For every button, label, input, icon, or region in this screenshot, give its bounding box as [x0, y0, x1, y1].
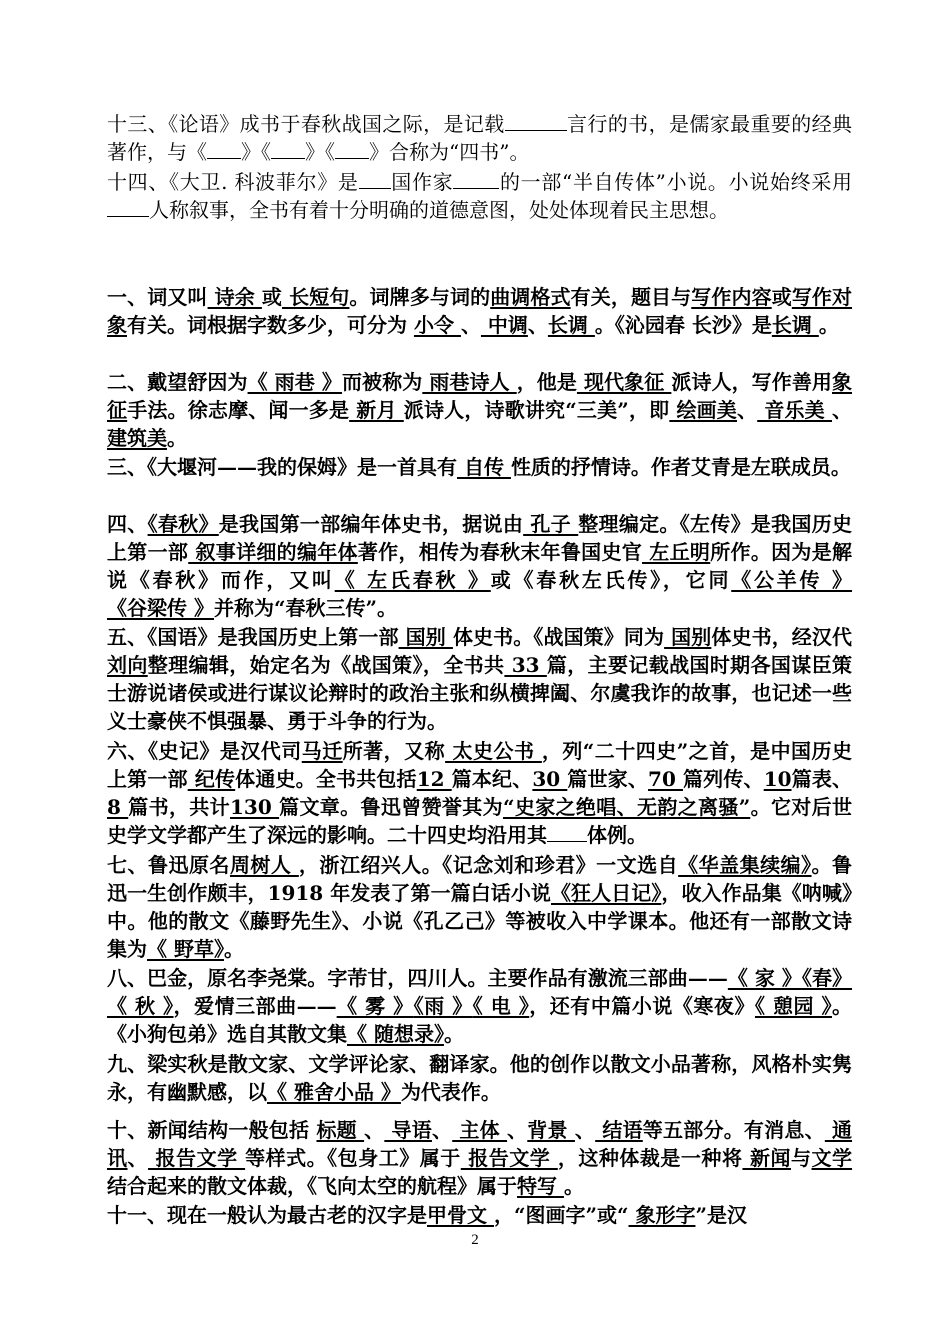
answer-underline: 《 雅舍小品 》 [267, 1080, 401, 1104]
answer-underline: 70 [648, 767, 683, 791]
fill-blank[interactable] [335, 140, 369, 159]
answer-underline: 《 家 》 [727, 966, 802, 990]
answer-underline: 《 雾 》 [336, 994, 414, 1018]
answer-underline: 8 [107, 795, 129, 819]
answer-9: 九、梁实秋是散文家、文学评论家、翻译家。他的创作以散文小品著称，风格朴实隽永，有幽默感，以《 雅舍小品 》为代表作。 [107, 1052, 852, 1104]
answer-underline: 《春》 [801, 966, 853, 990]
answer-underline: 新闻 [742, 1146, 791, 1170]
answer-underline: 诗余 [207, 285, 262, 309]
answer-underline: 周树人 [229, 853, 299, 877]
answer-10: 十、新闻结构一般包括 标题 、 导语、 主体 、背景 、 结语等五部分。有消息、 通讯、 报告文学 等样式。《包身工》属于 报告文学 ，这种体裁是一种将 新闻与文学 结合起来的散文体裁，《飞向太空的航程》属于特写 。 [107, 1118, 853, 1198]
answer-1: 一、词又叫 诗余 或 长短句。词牌多与词的曲调格式有关，题目与写作内容或写作对象有关。词根据字数多少，可分为 小令 、 中调、长调 。《沁园春 长沙》是长调 。 [107, 285, 853, 337]
fill-blank[interactable] [271, 140, 305, 159]
answer-underline: 孔子 [523, 512, 579, 536]
fill-blank[interactable] [207, 140, 241, 159]
fill-blank[interactable] [453, 170, 499, 189]
answer-underline: 马迁 [301, 739, 343, 763]
answer-underline: 背景 [527, 1118, 575, 1142]
answer-underline: 国别 [398, 625, 453, 649]
question-text: 言行的书，是儒家最重要的经典著作，与《 [107, 112, 853, 164]
question-14 [107, 168, 852, 224]
answer-underline: 《 秋 》 [107, 994, 174, 1018]
answer-underline: “史家之绝唱、无韵之离骚” [502, 795, 751, 819]
answer-underline: 通讯 [107, 1118, 853, 1170]
fill-blank[interactable] [107, 198, 149, 217]
answer-underline: 《华盖集续编》 [678, 853, 812, 877]
answer-underline: 10 [763, 767, 792, 791]
answer-underline: 《 随想录》 [347, 1022, 444, 1046]
answer-underline: 《 雨巷 》 [247, 370, 342, 394]
answer-underline: 写作内容 [691, 285, 772, 309]
answer-underline: 现代象征 [576, 370, 672, 394]
answer-underline: 30 [532, 767, 568, 791]
answer-underline: 曲调格式 [490, 285, 571, 309]
answer-underline: 《谷梁传 》 [107, 596, 214, 620]
answer-underline: 中调 [480, 313, 528, 337]
fill-blank[interactable] [547, 823, 587, 842]
answer-underline: 长调 [547, 313, 595, 337]
answer-underline: 《狂人日记》 [550, 881, 662, 905]
answer-underline: 长调 [771, 313, 819, 337]
answer-underline: 国别 [664, 625, 712, 649]
question-text: 的一部“半自传体”小说。小说始终采用 [499, 170, 853, 194]
answer-8: 八、巴金，原名李尧棠。字芾甘，四川人。主要作品有激流三部曲——《 家 》《春》《 秋 》，爱情三部曲——《 雾 》《雨 》《 电 》，还有中篇小说《寒夜》《 憩园 》。《小狗包弟》选自其散文集《 随想录》。 [107, 966, 853, 1046]
answer-3: 三、《大堰河——我的保姆》是一首具有 自传 性质的抒情诗。作者艾青是左联成员。 [107, 455, 851, 479]
answer-underline: 叙事详细的编年体 [188, 540, 358, 564]
answer-underline: 报告文学 [460, 1146, 558, 1170]
answer-2: 二、戴望舒因为《 雨巷 》而被称为 雨巷诗人 ，他是 现代象征 派诗人，写作善用象征手法。徐志摩、闻一多是 新月 派诗人，诗歌讲究“三美”，即 绘画美、 音乐美 、 建筑美。 [107, 370, 853, 450]
answer-underline: 《 左氏春秋 》 [334, 568, 491, 592]
answer-underline: 自传 [457, 455, 511, 479]
answer-underline: 结语 [595, 1118, 643, 1142]
answer-underline: 象形字 [628, 1203, 696, 1227]
answer-underline: 左丘明 [642, 540, 711, 564]
answer-11: 十一、现在一般认为最古老的汉字是甲骨文 ，“图画字”或“ 象形字”是汉 [107, 1203, 747, 1227]
answer-underline: 纪传 [187, 767, 236, 791]
answer-underline: 太史公书 [445, 739, 542, 763]
question-text: 》合称为“四书”。 [369, 140, 530, 164]
answer-underline: 长短句 [282, 285, 350, 309]
answer-underline: 甲骨文 [427, 1203, 494, 1227]
answer-underline: 刘向 [107, 653, 148, 677]
answer-underline: 绘画美 [669, 398, 737, 422]
answer-underline: 报告文学 [148, 1146, 246, 1170]
question-text: 十三、《论语》成书于春秋战国之际，是记载 [107, 112, 505, 136]
answer-underline: 33 [504, 653, 547, 677]
answer-underline: 小令 [413, 313, 461, 337]
answer-4: 四、《春秋》是我国第一部编年体史书，据说由 孔子 整理编定。《左传》是我国历史上第一部 叙事详细的编年体著作，相传为春秋末年鲁国史官 左丘明所作。因为是解说《春秋》而作，又叫《 左氏春秋 》或《春秋左氏传》，它同《公羊传 》《谷梁传 》并称为“春秋三传”。 [107, 512, 853, 620]
answer-underline: 文学 [811, 1146, 853, 1170]
fill-blank[interactable] [359, 170, 391, 189]
question-text: 》《 [305, 140, 335, 164]
answer-underline: 雨巷诗人 [422, 370, 517, 394]
answer-underline: 象征 [107, 370, 852, 422]
answer-underline: 主体 [452, 1118, 508, 1142]
answer-7: 七、鲁迅原名周树人 ，浙江绍兴人。《记念刘和珍君》一文选自《华盖集续编》。鲁迅一生创作颇丰，1918 年发表了第一篇白话小说《狂人日记》，收入作品集《呐喊》中。他的散文《藤野先生》、小说《孔乙己》等被收入中学课本。他还有一部散文诗集为《 野草》。 [107, 853, 853, 961]
question-13 [107, 110, 852, 166]
answer-underline: 建筑美 [107, 426, 167, 450]
answer-underline: 《 野草》 [147, 937, 224, 961]
answer-5: 五、《国语》是我国历史上第一部 国别 体史书。《战国策》同为 国别体史书，经汉代刘向整理编辑，始定名为《战国策》，全书共 33 篇，主要记载战国时期各国谋臣策士游说诸侯或进行谋议论辩时的政治主张和纵横捭阖、尔虞我诈的故事，也记述一些义士豪侠不惧强暴、勇于斗争的行为。 [107, 625, 853, 733]
answer-underline: 《 憩园 》 [754, 994, 833, 1018]
answer-underline: 12 [416, 767, 452, 791]
question-text: 国作家 [390, 170, 454, 194]
answer-underline: 130 [230, 795, 280, 819]
answer-underline: 《公羊传 》 [731, 568, 853, 592]
answer-underline: 新月 [349, 398, 404, 422]
answer-underline: 导语 [384, 1118, 432, 1142]
question-text: 》《 [241, 140, 271, 164]
answer-underline: 《雨 》 [413, 994, 473, 1018]
answer-underline: 《春秋》 [147, 512, 219, 536]
fill-blank[interactable] [505, 112, 567, 131]
answer-underline: 特写 [517, 1174, 564, 1198]
answer-6: 六、《史记》是汉代司马迁所著，又称 太史公书 ，列“二十四史”之首，是中国历史上第一部 纪传体通史。全书共包括12 篇本纪、30 篇世家、70 篇列传、10篇表、8 篇书，共计130 篇文章。鲁迅曾赞誉其为“史家之绝唱、无韵之离骚”。它对后世史学文学都产生了深远的影响。二十四史均沿用其 体例。 [107, 739, 853, 847]
question-text: 人称叙事，全书有着十分明确的道德意图，处处体现着民主思想。 [149, 198, 729, 222]
answer-underline: 《 电 》 [472, 994, 530, 1018]
answer-underline: 写作对象 [107, 285, 853, 337]
answer-underline: 标题 [316, 1118, 365, 1142]
page-number: 2 [471, 1232, 479, 1248]
answer-underline: 音乐美 [757, 398, 833, 422]
question-text: 十四、《大卫. 科波菲尔》是 [107, 170, 359, 194]
